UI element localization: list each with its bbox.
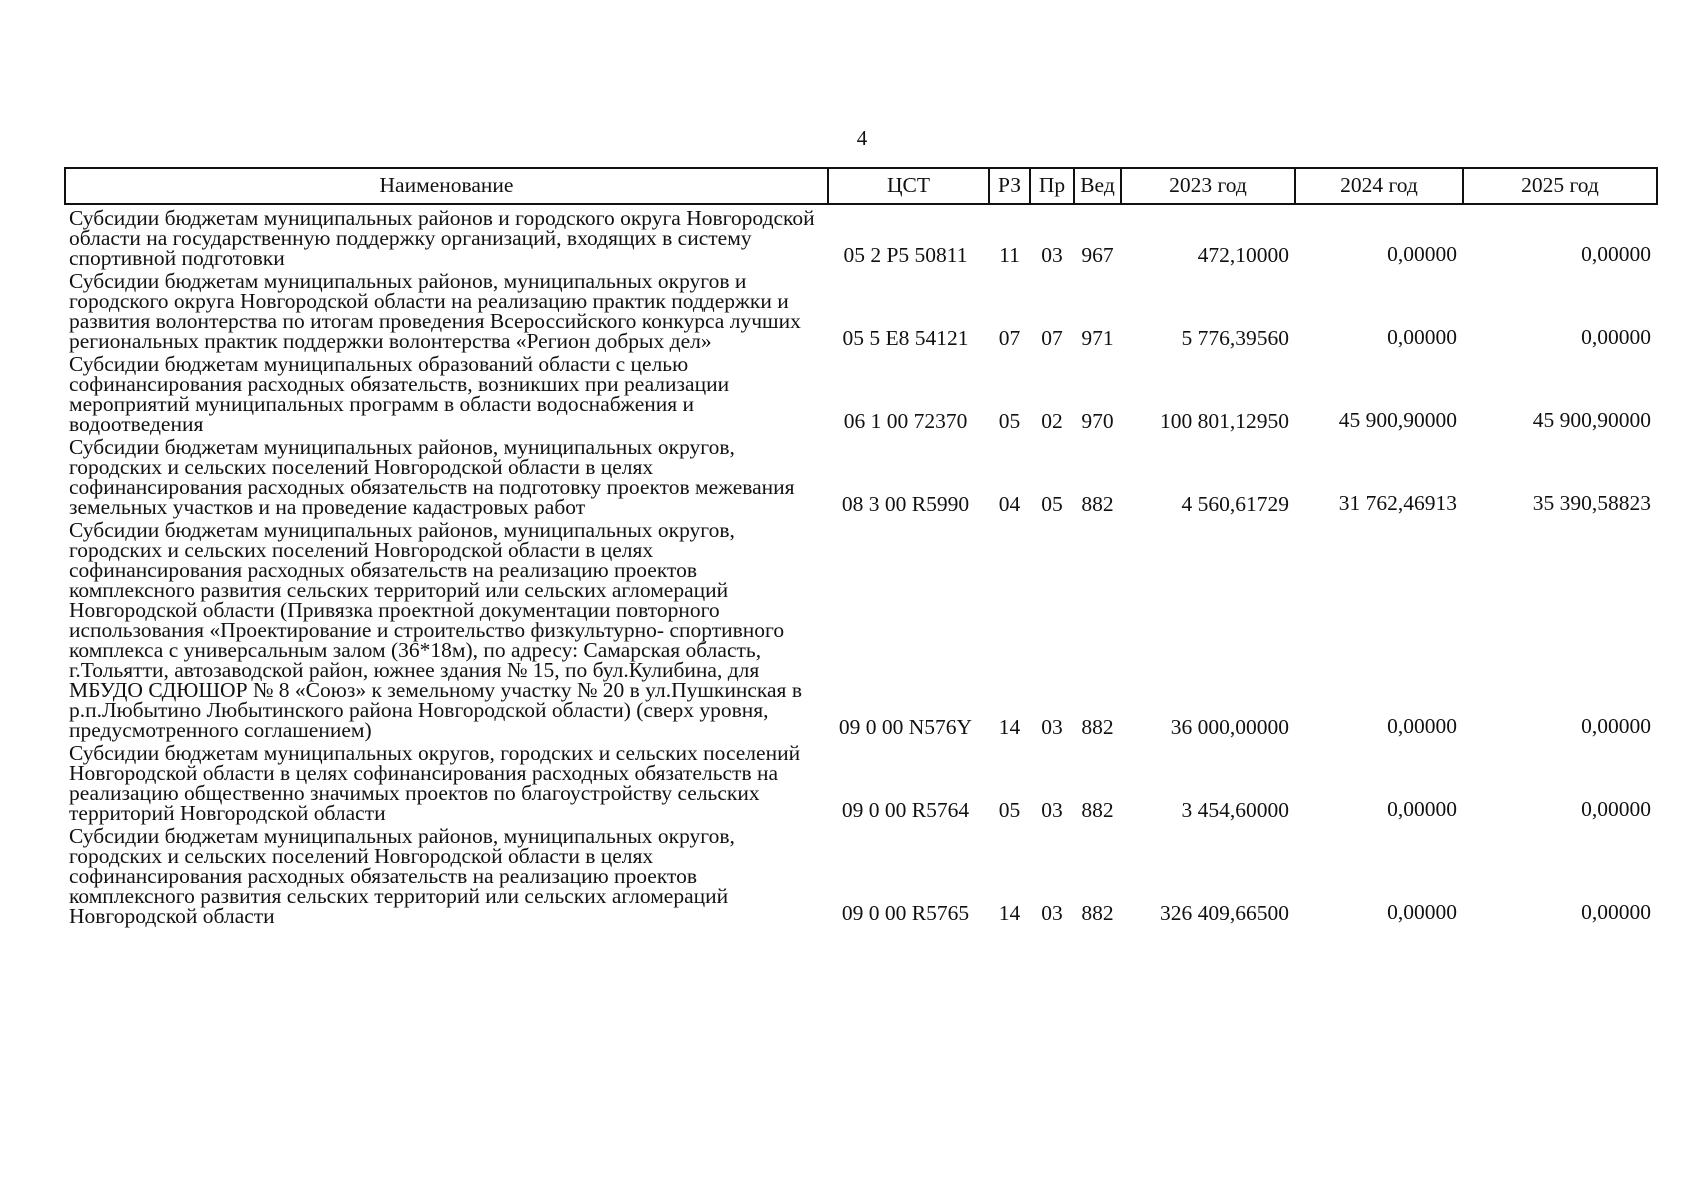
row-name: Субсидии бюджетам муниципальных образований области с целью софинансирования расходных обязательств, возникших при реализации мероприятий муниципальных программ в области водоснабжения и водоотведения	[69, 352, 730, 436]
budget-table	[64, 167, 1658, 926]
row-pr: 03	[1041, 715, 1063, 739]
header-2023: 2023 год	[1121, 168, 1295, 204]
row-2025: 35 390,58823	[1532, 491, 1651, 515]
row-2024: 45 900,90000	[1338, 408, 1457, 432]
header-rz: РЗ	[989, 168, 1030, 204]
row-2023: 4 560,61729	[1181, 492, 1289, 516]
row-2023: 472,10000	[1197, 243, 1289, 267]
row-cst: 09 0 00 R5764	[841, 798, 970, 822]
row-name: Субсидии бюджетам муниципальных районов, муниципальных округов, городских и сельских поселений Новгородской области в целях софинансирования расходных обязательств на подготовку проектов межевания земельных участков и на проведение кадастровых работ	[69, 435, 795, 519]
row-pr: 02	[1041, 409, 1063, 433]
row-name: Субсидии бюджетам муниципальных районов и городского округа Новгородской области на государственную поддержку организаций, входящих в систему спортивной подготовки	[69, 206, 815, 270]
table-row	[65, 823, 1657, 926]
row-2024: 0,00000	[1387, 797, 1457, 821]
row-cst: 09 0 00 N576Y	[838, 715, 973, 739]
row-2023: 3 454,60000	[1181, 798, 1289, 822]
row-pr: 03	[1041, 901, 1063, 925]
row-cst: 05 2 P5 50811	[843, 243, 968, 267]
row-2024: 0,00000	[1387, 714, 1457, 738]
header-row	[65, 168, 1657, 204]
row-2025: 0,00000	[1581, 714, 1651, 738]
row-name: Субсидии бюджетам муниципальных районов, муниципальных округов и городского округа Новгородской области на реализацию практик поддержки и развития волонтерства по итогам проведения Всероссийского конкурса лучших региональных практик поддержки волонтерства «Регион добрых дел»	[69, 269, 801, 353]
row-cst: 06 1 00 72370	[843, 409, 968, 433]
header-2024: 2024 год	[1295, 168, 1463, 204]
row-cst: 08 3 00 R5990	[841, 492, 970, 516]
row-ved: 967	[1081, 243, 1114, 267]
row-2023: 5 776,39560	[1181, 326, 1289, 350]
row-pr: 03	[1041, 243, 1063, 267]
table-header	[65, 168, 1657, 204]
row-rz: 07	[998, 326, 1021, 350]
row-cst: 09 0 00 R5765	[841, 901, 970, 925]
row-2025: 0,00000	[1581, 325, 1651, 349]
row-ved: 970	[1081, 409, 1114, 433]
row-ved: 882	[1081, 492, 1114, 516]
row-name: Субсидии бюджетам муниципальных округов, городских и сельских поселений Новгородской области в целях софинансирования расходных обязательств на реализацию общественно значимых проектов по благоустройству сельских территорий Новгородской области	[69, 741, 801, 825]
table-row	[65, 434, 1657, 517]
row-pr: 07	[1041, 326, 1063, 350]
header-pr: Пр	[1030, 168, 1074, 204]
row-2023: 100 801,12950	[1160, 409, 1289, 433]
table-row	[65, 268, 1657, 351]
row-pr: 05	[1041, 492, 1063, 516]
row-2024: 0,00000	[1387, 325, 1457, 349]
row-ved: 882	[1081, 901, 1114, 925]
row-rz: 04	[998, 492, 1021, 516]
row-2024: 31 762,46913	[1338, 491, 1457, 515]
row-ved: 882	[1081, 715, 1114, 739]
header-cst: ЦСТ	[828, 168, 989, 204]
table-row	[65, 517, 1657, 740]
row-2025: 0,00000	[1581, 900, 1651, 924]
header-2025: 2025 год	[1463, 168, 1657, 204]
row-ved: 882	[1081, 798, 1114, 822]
row-pr: 03	[1041, 798, 1063, 822]
row-cst: 05 5 E8 54121	[842, 326, 969, 350]
row-ved: 971	[1081, 326, 1114, 350]
row-rz: 05	[998, 409, 1021, 433]
table-row	[65, 204, 1657, 268]
row-2024: 0,00000	[1387, 242, 1457, 266]
row-name: Субсидии бюджетам муниципальных районов, муниципальных округов, городских и сельских поселений Новгородской области в целях софинансирования расходных обязательств на реализацию проектов комплексного развития сельских территорий или сельских агломераций Новгородской области (Привязка проектной документации повторного использования «Проектирование и строительство физкультурно- спортивного комплекса с универсальным залом (36*18м), по адресу: Самарская область, г.Тольятти, автозаводской район, южнее здания № 15, по бул.Кулибина, для МБУДО СДЮШОР № 8 «Союз» к земельному участку № 20 в ул.Пушкинская в р.п.Любытино Любытинского района Новгородской области) (сверх уровня, предусмотренного соглашением)	[69, 518, 802, 742]
row-rz: 14	[998, 715, 1021, 739]
row-2024: 0,00000	[1387, 900, 1457, 924]
row-rz: 05	[998, 798, 1021, 822]
budget-table-wrapper	[64, 167, 1656, 926]
header-ved: Вед	[1074, 168, 1121, 204]
table-row	[65, 740, 1657, 823]
table-body	[65, 204, 1657, 926]
row-2025: 0,00000	[1581, 242, 1651, 266]
row-name: Субсидии бюджетам муниципальных районов, муниципальных округов, городских и сельских поселений Новгородской области в целях софинансирования расходных обязательств на реализацию проектов комплексного развития сельских территорий или сельских агломераций Новгородской области	[69, 824, 735, 928]
page-number: 4	[856, 126, 868, 150]
row-rz: 14	[998, 901, 1021, 925]
row-rz: 11	[999, 243, 1020, 267]
header-name: Наименование	[65, 168, 828, 204]
row-2025: 0,00000	[1581, 797, 1651, 821]
row-2023: 36 000,00000	[1170, 715, 1289, 739]
table-row	[65, 351, 1657, 434]
row-2023: 326 409,66500	[1160, 901, 1289, 925]
row-2025: 45 900,90000	[1532, 408, 1651, 432]
